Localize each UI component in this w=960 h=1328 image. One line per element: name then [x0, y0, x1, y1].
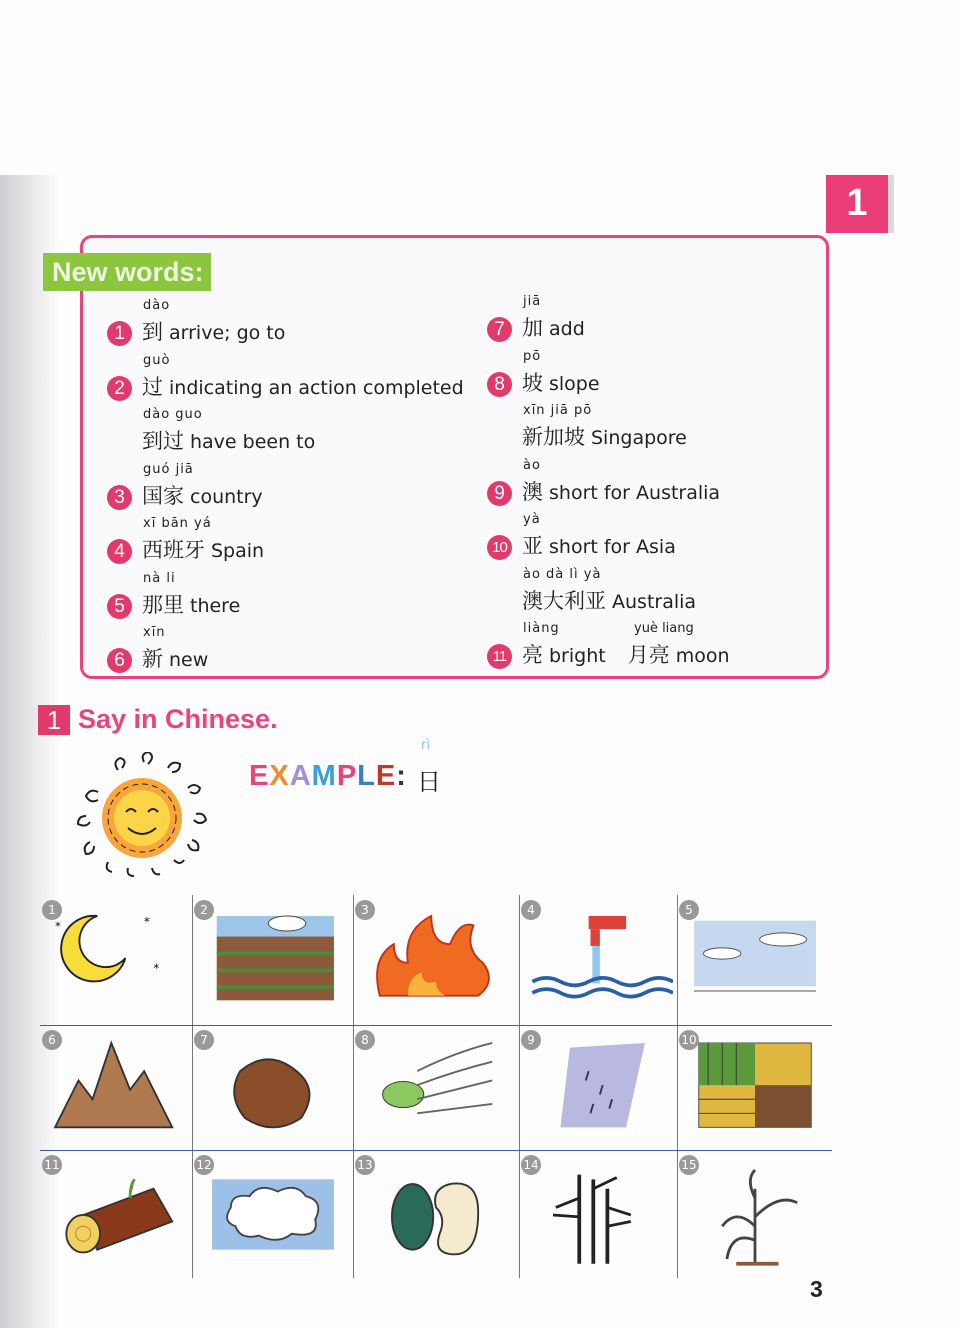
- page-number: 3: [810, 1276, 823, 1302]
- picture-cell: [353, 895, 519, 1025]
- vocab-meaning: bright: [549, 645, 606, 667]
- vocab-hanzi: 过: [142, 374, 163, 399]
- water-picture-icon: [523, 903, 673, 1018]
- vocab-item: [107, 407, 315, 455]
- vocab-meaning: indicating an action completed: [169, 376, 464, 399]
- vocab-pinyin: guò: [143, 352, 171, 368]
- vocab-item: [487, 621, 730, 669]
- vocab-hanzi: 加: [522, 316, 543, 340]
- picture-number-badge: 2: [194, 900, 214, 920]
- example-letter: E: [375, 760, 397, 792]
- vocab-meaning: Spain: [211, 540, 265, 562]
- vocab-meaning: short for Australia: [549, 481, 721, 504]
- exercise-title: Say in Chinese.: [78, 704, 278, 734]
- vocab-number-badge: 3: [107, 485, 132, 510]
- vocab-pinyin: ào dà lì yà: [523, 566, 602, 582]
- vocab-meaning: Singapore: [591, 427, 687, 449]
- picture-number-badge: 15: [679, 1155, 699, 1175]
- vocab-meaning: short for Asia: [549, 536, 676, 558]
- picture-cell: [677, 1150, 832, 1278]
- grid-divider: [40, 1025, 832, 1026]
- sun-illustration: [68, 752, 216, 882]
- svg-text:*: *: [55, 919, 61, 933]
- vocab-pinyin: ào: [523, 457, 541, 473]
- vocab-item: [487, 567, 696, 615]
- svg-text:*: *: [153, 961, 160, 975]
- lesson-tab: 1: [826, 175, 888, 233]
- vocab-number-badge: 10: [487, 535, 512, 560]
- vocab-pinyin: yà: [523, 512, 541, 527]
- vocab-meaning: have been to: [190, 431, 316, 453]
- vocab-pinyin: dào: [143, 298, 171, 313]
- moon-picture-icon: [41, 903, 191, 1018]
- picture-number-badge: 6: [42, 1030, 62, 1050]
- picture-number-badge: 11: [42, 1155, 62, 1175]
- example-pinyin: rì: [421, 738, 430, 753]
- vocab-hanzi: 新加坡: [522, 425, 585, 449]
- picture-cell: [677, 1025, 832, 1150]
- picture-number-badge: 14: [521, 1155, 541, 1175]
- vocab-pinyin: liàng: [523, 621, 560, 636]
- field-picture-icon: [198, 903, 348, 1018]
- vocab-hanzi: 亚: [522, 534, 543, 558]
- beans-picture-icon: [361, 1157, 511, 1272]
- picture-cell: [353, 1025, 519, 1150]
- vocab-hanzi: 澳: [522, 479, 543, 504]
- mountain-picture-icon: [41, 1030, 191, 1145]
- vocab-number-badge: 6: [107, 648, 132, 673]
- vocab-meaning: country: [190, 485, 263, 508]
- vocab-item: [107, 462, 263, 510]
- vocab-number-badge: 5: [107, 594, 132, 619]
- farmland-picture-icon: [680, 1030, 830, 1145]
- vocab-pinyin: jiā: [523, 294, 542, 309]
- picture-cell: [519, 1025, 677, 1150]
- vocab-hanzi: 西班牙: [142, 538, 205, 562]
- vocab-hanzi: 那里: [142, 592, 184, 617]
- vocab-pinyin: xī bān yá: [143, 516, 212, 531]
- picture-number-badge: 8: [355, 1030, 375, 1050]
- cloud-picture-icon: [198, 1157, 348, 1272]
- picture-grid: [40, 895, 832, 1278]
- grid-divider: [40, 1150, 832, 1151]
- vocab-item: [487, 512, 676, 560]
- picture-cell: [192, 1150, 353, 1278]
- example-letter: A: [289, 760, 312, 792]
- vocab-hanzi: 新: [142, 647, 163, 671]
- grid-divider: [192, 895, 193, 1278]
- vocab-number-badge: 7: [487, 317, 512, 342]
- vocab-item: [107, 625, 208, 673]
- wind-picture-icon: [361, 1030, 511, 1145]
- picture-cell: [192, 895, 353, 1025]
- vocab-meaning: arrive; go to: [169, 322, 286, 344]
- picture-number-badge: 5: [679, 900, 699, 920]
- vocab-item: [107, 353, 464, 401]
- vocab-meaning: moon: [675, 645, 730, 667]
- vocab-item: [487, 403, 687, 451]
- picture-cell: [40, 1025, 192, 1150]
- picture-number-badge: 10: [679, 1030, 699, 1050]
- picture-cell: [40, 895, 192, 1025]
- grid-divider: [519, 895, 520, 1278]
- picture-cell: [519, 895, 677, 1025]
- vocab-hanzi: 国家: [142, 483, 184, 508]
- vocab-hanzi: 澳大利亚: [522, 588, 606, 613]
- picture-cell: [677, 895, 832, 1025]
- vocab-number-badge: 8: [487, 372, 512, 397]
- grid-divider: [353, 895, 354, 1278]
- vocab-pinyin: xīn: [143, 625, 166, 640]
- vocab-pinyin: dào guo: [143, 407, 203, 422]
- vocab-pinyin: xīn jiā pō: [523, 403, 593, 418]
- vocab-item: [107, 516, 264, 564]
- example-letter: P: [336, 760, 358, 792]
- picture-cell: [40, 1150, 192, 1278]
- rain-picture-icon: [523, 1030, 673, 1145]
- vocab-item: [487, 294, 585, 342]
- picture-number-badge: 12: [194, 1155, 214, 1175]
- vocab-item: [107, 298, 285, 346]
- vocab-hanzi: 月亮: [627, 643, 670, 667]
- exercise-header: [38, 704, 278, 735]
- vocab-number-badge: 4: [107, 539, 132, 564]
- vocab-meaning: add: [549, 318, 585, 340]
- stone-picture-icon: [198, 1030, 348, 1145]
- picture-number-badge: 1: [42, 900, 62, 920]
- vocab-hanzi: 到过: [142, 429, 184, 453]
- vocab-number-badge: 11: [487, 644, 512, 669]
- example-letter: E: [249, 760, 270, 792]
- picture-number-badge: 3: [355, 900, 375, 920]
- vocab-meaning: new: [169, 649, 209, 671]
- new-words-heading: New words:: [43, 253, 211, 291]
- fire-picture-icon: [361, 903, 511, 1018]
- example-letter: :: [396, 760, 407, 792]
- picture-cell: [353, 1150, 519, 1278]
- bamboo-picture-icon: [523, 1157, 673, 1272]
- exercise-number: 1: [38, 705, 70, 735]
- example-letter: M: [311, 760, 337, 792]
- svg-text:*: *: [144, 914, 150, 928]
- vocab-hanzi: 亮: [522, 643, 543, 667]
- grid-divider: [677, 895, 678, 1278]
- vocab-meaning: there: [190, 594, 241, 617]
- picture-number-badge: 9: [521, 1030, 541, 1050]
- picture-number-badge: 13: [355, 1155, 375, 1175]
- sky-picture-icon: [680, 903, 830, 1018]
- vocab-meaning: slope: [549, 372, 600, 395]
- picture-cell: [519, 1150, 677, 1278]
- vocab-number-badge: 2: [107, 376, 132, 401]
- example-label: [249, 760, 407, 793]
- picture-number-badge: 7: [194, 1030, 214, 1050]
- picture-cell: [192, 1025, 353, 1150]
- vocab-pinyin: nà li: [143, 570, 176, 586]
- grass-picture-icon: [680, 1157, 830, 1272]
- vocab-item: [107, 571, 240, 619]
- example-letter: X: [269, 760, 290, 792]
- vocab-hanzi: 到: [142, 320, 163, 344]
- vocab-pinyin: guó jiā: [143, 461, 194, 477]
- vocab-meaning: Australia: [612, 590, 697, 613]
- vocab-pinyin: yuè liang: [634, 621, 694, 636]
- vocab-item: [487, 349, 600, 397]
- example-letter: L: [357, 760, 376, 792]
- vocab-number-badge: 1: [107, 321, 132, 346]
- vocab-item: [487, 458, 720, 506]
- vocab-hanzi: 坡: [522, 370, 543, 395]
- wood-picture-icon: [41, 1157, 191, 1272]
- picture-number-badge: 4: [521, 900, 541, 920]
- vocab-number-badge: 9: [487, 481, 512, 506]
- example-character: 日: [417, 768, 441, 796]
- vocab-pinyin: pō: [523, 348, 542, 364]
